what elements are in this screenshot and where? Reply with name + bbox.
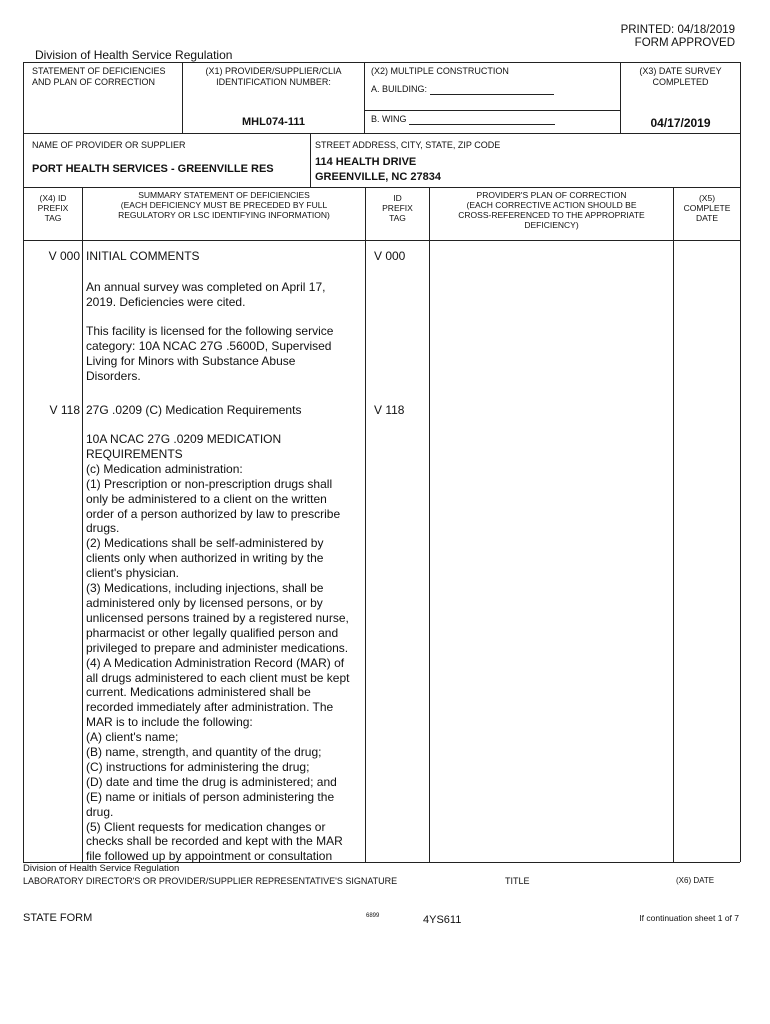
address-label: STREET ADDRESS, CITY, STATE, ZIP CODE — [315, 140, 501, 150]
divider-x2 — [364, 62, 365, 133]
entry1-title: INITIAL COMMENTS — [86, 249, 200, 263]
entry1-paragraph-1: An annual survey was completed on April 17, 2019. Deficiencies were cited. — [86, 280, 326, 309]
col-header-plan: PROVIDER'S PLAN OF CORRECTION (EACH CORRECTIVE ACTION SHOULD BE CROSS-REFERENCED TO THE APPROPRIATE DEFICIENCY) — [458, 190, 645, 230]
building-field: A. BUILDING: — [371, 84, 554, 95]
entry2-id-tag: V 118 — [374, 403, 405, 417]
x2-label: (X2) MULTIPLE CONSTRUCTION — [371, 66, 509, 76]
address-value: 114 HEALTH DRIVE GREENVILLE, NC 27834 — [315, 156, 441, 183]
frame-right — [740, 62, 741, 862]
entry2-prefix-tag: V 118 — [49, 403, 80, 417]
divider-top-box — [23, 133, 740, 134]
x3-label: (X3) DATE SURVEY COMPLETED — [639, 66, 722, 87]
statement-label: STATEMENT OF DEFICIENCIES AND PLAN OF CORRECTION — [32, 66, 166, 87]
entry2-regulation-text: 10A NCAC 27G .0209 MEDICATION REQUIREMENTS (c) Medication administration: (1) Prescription or non-prescription drugs shall only be administered to a client on the written order of a person authorized by law to prescribe drugs. (2) Medications shall be self-administered by clients only when authorized in writing by the client's physician. (3) Medications, including injections, shall be administered only by licensed persons, or by unlicensed persons trained by a registered nurse, pharmacist or other legally qualified person and privileged to prepare and administer medications. (4) A Medication Administration Record (MAR) of all drugs administered to each client must be kept current. Medications administered shall be recorded immediately after administration. The MAR is to include the following: (A) client's name; (B) name, strength, and quantity of the drug; (C) instructions for administering the drug; (D) date and time the drug is administered; and (E) name or initials of person administering the drug. (5) Client requests for medication changes or checks shall be recorded and kept with the MAR file followed up by appointment or consultation — [86, 432, 350, 864]
wing-field: B. WING — [371, 114, 555, 125]
x1-provider-id: MHL074-111 — [242, 116, 305, 128]
frame-top — [23, 62, 740, 63]
col-divider-plan — [673, 187, 674, 862]
signature-label: LABORATORY DIRECTOR'S OR PROVIDER/SUPPLIER REPRESENTATIVE'S SIGNATURE — [23, 876, 398, 886]
continuation-sheet: If continuation sheet 1 of 7 — [639, 913, 739, 923]
form-number: 6899 — [366, 913, 380, 919]
state-form-label: STATE FORM — [23, 912, 93, 924]
x1-label: (X1) PROVIDER/SUPPLIER/CLIA IDENTIFICATION NUMBER: — [205, 66, 342, 87]
entry1-id-tag: V 000 — [374, 249, 406, 263]
title-label: TITLE — [505, 876, 530, 886]
col-header-x5: (X5) COMPLETE DATE — [683, 193, 731, 223]
print-date: PRINTED: 04/18/2019 — [620, 24, 735, 36]
entry1-paragraph-2: This facility is licensed for the following service category: 10A NCAC 27G .5600D, Supervised Living for Minors with Substance Abuse Disorders. — [86, 324, 334, 383]
entry2-title: 27G .0209 (C) Medication Requirements — [86, 403, 302, 417]
frame-left — [23, 62, 24, 862]
x3-survey-date: 04/17/2019 — [650, 116, 711, 130]
provider-name-label: NAME OF PROVIDER OR SUPPLIER — [32, 140, 186, 150]
col-header-id: ID PREFIX TAG — [382, 193, 413, 223]
col-divider-prefix — [82, 187, 83, 862]
col-header-summary: SUMMARY STATEMENT OF DEFICIENCIES (EACH DEFICIENCY MUST BE PRECEDED BY FULL REGULATORY OR LSC IDENTIFYING INFORMATION) — [118, 190, 330, 220]
col-header-x4: (X4) ID PREFIX TAG — [37, 193, 69, 223]
provider-name: PORT HEALTH SERVICES - GREENVILLE RES — [32, 163, 274, 175]
event-id: 4YS611 — [423, 914, 462, 926]
divider-provider — [23, 187, 740, 188]
divider-column-headers — [23, 240, 740, 241]
divider-address — [310, 133, 311, 187]
col-divider-id — [429, 187, 430, 862]
col-divider-summary — [365, 187, 366, 862]
form-approved: FORM APPROVED — [634, 37, 735, 49]
entry1-prefix-tag: V 000 — [48, 249, 80, 263]
footer-agency: Division of Health Service Regulation — [23, 863, 180, 874]
x6-date-label: (X6) DATE — [676, 876, 715, 885]
agency-name: Division of Health Service Regulation — [35, 48, 233, 62]
divider-wing — [364, 110, 620, 111]
